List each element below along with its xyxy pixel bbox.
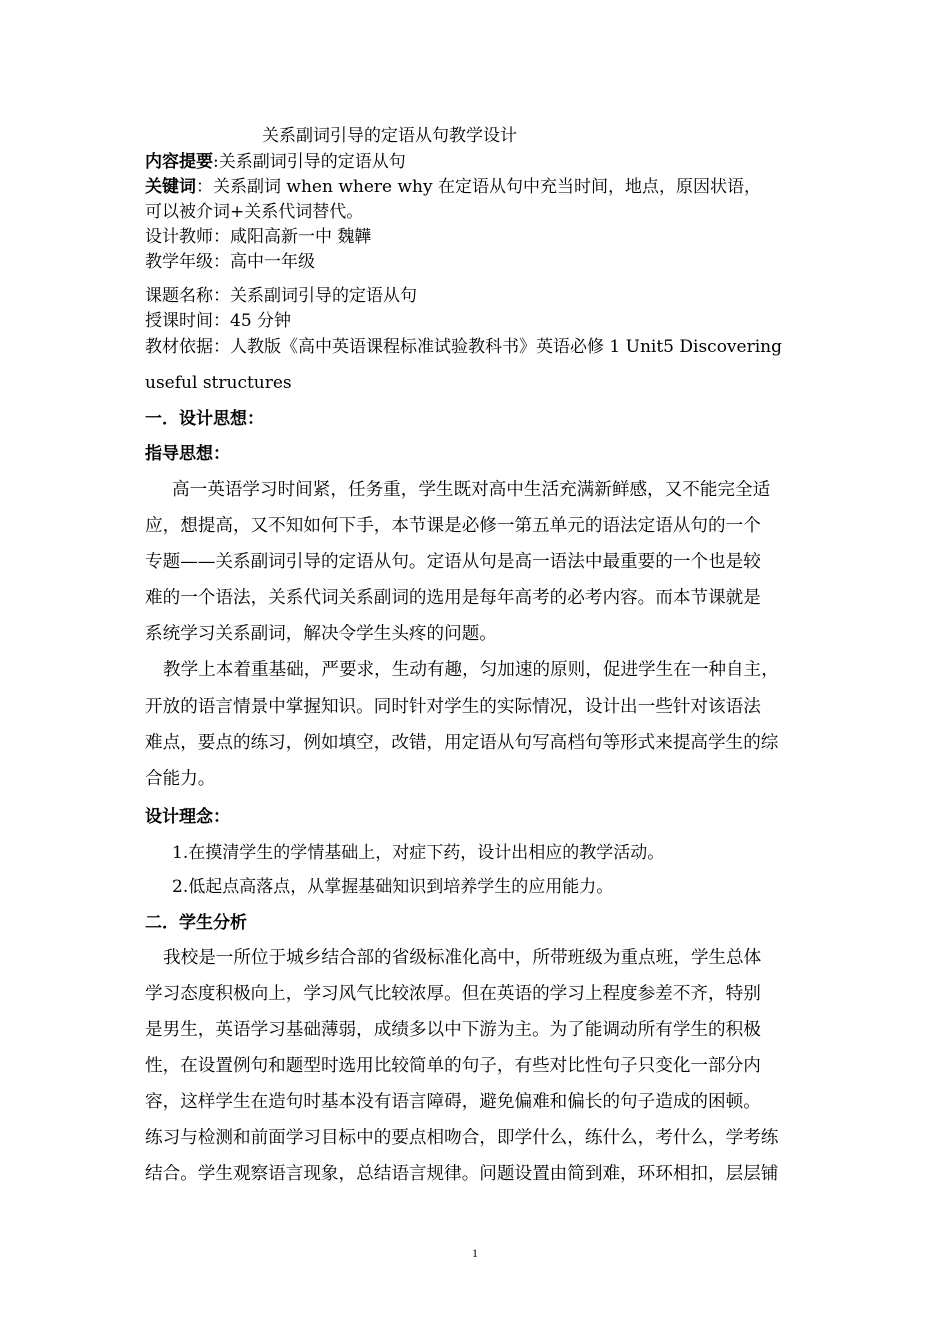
teacher-line: 设计教师：咸阳高新一中 魏韡	[145, 227, 372, 247]
guide-paragraph-line: 专题——关系副词引导的定语从句。定语从句是高一语法中最重要的一个也是较	[145, 552, 761, 572]
section-heading-students: 二．学生分析	[145, 913, 247, 933]
teach-paragraph-line: 开放的语言情景中掌握知识。同时针对学生的实际情况，设计出一些针对该语法	[145, 697, 761, 717]
guide-heading: 指导思想：	[145, 444, 230, 464]
section-heading-design: 一．设计思想：	[145, 409, 264, 429]
concept-heading: 设计理念：	[145, 807, 230, 827]
teach-paragraph-line: 教学上本着重基础，严要求，生动有趣，匀加速的原则，促进学生在一种自主，	[163, 660, 779, 680]
teach-paragraph-line: 难点，要点的练习，例如填空，改错，用定语从句写高档句等形式来提高学生的综	[145, 733, 779, 753]
analysis-paragraph-line: 我校是一所位于城乡结合部的省级标准化高中，所带班级为重点班，学生总体	[163, 948, 762, 968]
concept-item: 1.在摸清学生的学情基础上，对症下药，设计出相应的教学活动。	[172, 843, 665, 863]
keywords-label: 关键词	[145, 177, 196, 197]
analysis-paragraph-line: 练习与检测和前面学习目标中的要点相吻合，即学什么，练什么，考什么，学考练	[145, 1128, 779, 1148]
guide-paragraph-line: 系统学习关系副词，解决令学生头疼的问题。	[145, 624, 497, 644]
grade-line: 教学年级：高中一年级	[145, 252, 315, 272]
analysis-paragraph-line: 结合。学生观察语言现象，总结语言规律。问题设置由简到难，环环相扣，层层铺	[145, 1164, 779, 1184]
guide-paragraph-line: 难的一个语法，关系代词关系副词的选用是每年高考的必考内容。而本节课就是	[145, 588, 761, 608]
keywords-text: ：关系副词 when where why 在定语从句中充当时间，地点，原因状语，	[196, 177, 761, 197]
keywords-line	[145, 176, 761, 198]
summary-line	[145, 151, 406, 173]
summary-text: :关系副词引导的定语从句	[213, 152, 406, 172]
topic-line: 课题名称：关系副词引导的定语从句	[145, 286, 417, 306]
analysis-paragraph-line: 学习态度积极向上，学习风气比较浓厚。但在英语的学习上程度参差不齐，特别	[145, 984, 761, 1004]
analysis-paragraph-line: 是男生，英语学习基础薄弱，成绩多以中下游为主。为了能调动所有学生的积极	[145, 1020, 761, 1040]
textbook-line: 教材依据：人教版《高中英语课程标准试验教科书》英语必修 1 Unit5 Discovering	[145, 337, 782, 357]
page-number: 1	[472, 1246, 478, 1260]
keywords-text-cont: 可以被介词+关系代词替代。	[145, 202, 364, 222]
guide-paragraph-line: 高一英语学习时间紧，任务重，学生既对高中生活充满新鲜感，又不能完全适	[172, 480, 771, 500]
guide-paragraph-line: 应，想提高，又不知如何下手，本节课是必修一第五单元的语法定语从句的一个	[145, 516, 761, 536]
analysis-paragraph-line: 容，这样学生在造句时基本没有语言障碍，避免偏难和偏长的句子造成的困顿。	[145, 1092, 761, 1112]
textbook-line-cont: useful structures	[145, 373, 292, 393]
teach-paragraph-line: 合能力。	[145, 769, 216, 789]
duration-line: 授课时间：45 分钟	[145, 311, 292, 331]
analysis-paragraph-line: 性，在设置例句和题型时选用比较简单的句子，有些对比性句子只变化一部分内	[145, 1056, 761, 1076]
summary-label: 内容提要	[145, 152, 213, 172]
document-title: 关系副词引导的定语从句教学设计	[262, 126, 517, 146]
concept-item: 2.低起点高落点，从掌握基础知识到培养学生的应用能力。	[172, 877, 614, 897]
